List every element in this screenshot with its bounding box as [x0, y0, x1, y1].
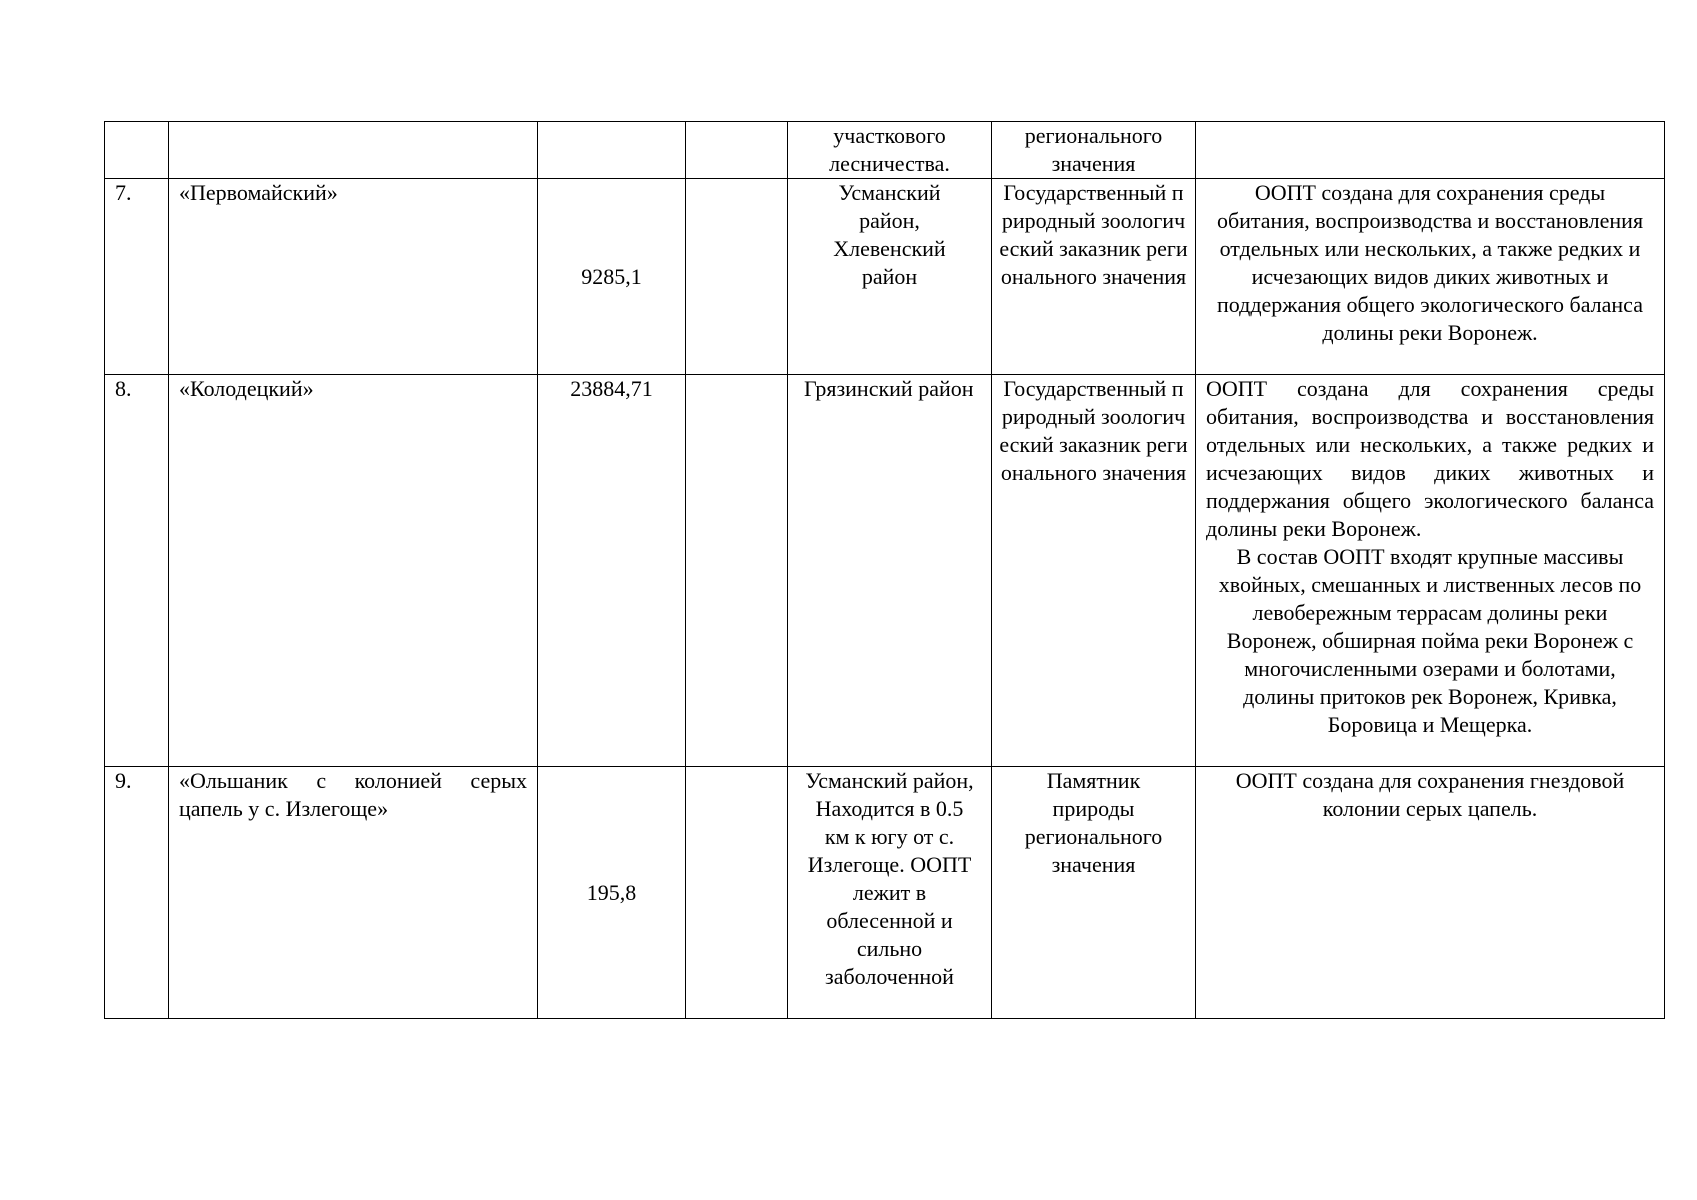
area-size-cell: 195,8: [538, 767, 686, 1019]
description-paragraph: ООПТ создана для сохранения среды обитания, воспроизводства и восстановления отдельных или нескольких, а также редких и исчезающих видов диких животных и поддержания общего экологического баланса долины реки Воронеж.: [1206, 376, 1654, 541]
area-size-cell: 9285,1: [538, 179, 686, 375]
area-size-cell: [538, 122, 686, 179]
description-cell: [1196, 122, 1665, 179]
area-name-cell: «Ольшаник с колонией серых цапель у с. Излегоще»: [169, 767, 538, 1019]
category-cell: Государственный природный зоологический заказник регионального значения: [992, 179, 1196, 375]
location-cell: участкового лесничества.: [788, 122, 992, 179]
row-number-cell: 7.: [105, 179, 169, 375]
row-number-cell: [105, 122, 169, 179]
table-row: [105, 767, 1665, 1019]
location-cell: Усманский район, Находится в 0.5 км к югу от с. Излегоще. ООПТ лежит в облесенной и сильно заболоченной: [788, 767, 992, 1019]
protected-areas-table: [104, 121, 1665, 1019]
description-cell: ООПТ создана для сохранения среды обитания, воспроизводства и восстановления отдельных или нескольких, а также редких и исчезающих видов диких животных и поддержания общего экологического баланса долины реки Воронеж.: [1196, 179, 1665, 375]
description-paragraph: В состав ООПТ входят крупные массивы хвойных, смешанных и лиственных лесов по левобережным террасам долины реки Воронеж, обширная пойма реки Воронеж с многочисленными озерами и болотами, долины притоков рек Воронеж, Кривка, Боровица и Мещерка.: [1218, 544, 1642, 737]
category-cell: регионального значения: [992, 122, 1196, 179]
area-size-cell: 23884,71: [538, 375, 686, 767]
description-cell: [1196, 375, 1665, 767]
area-name-cell: «Первомайский»: [169, 179, 538, 375]
row-number-cell: 9.: [105, 767, 169, 1019]
category-cell: Государственный природный зоологический заказник регионального значения: [992, 375, 1196, 767]
row-number-cell: 8.: [105, 375, 169, 767]
table-row: [105, 179, 1665, 375]
table-row: [105, 122, 1665, 179]
location-cell: Усманский район, Хлевенский район: [788, 179, 992, 375]
empty-cell: [686, 375, 788, 767]
empty-cell: [686, 122, 788, 179]
empty-cell: [686, 767, 788, 1019]
area-name-cell: «Колодецкий»: [169, 375, 538, 767]
location-cell: Грязинский район: [788, 375, 992, 767]
empty-cell: [686, 179, 788, 375]
table-row: [105, 375, 1665, 767]
area-name-cell: [169, 122, 538, 179]
category-cell: Памятник природы регионального значения: [992, 767, 1196, 1019]
description-cell: ООПТ создана для сохранения гнездовой колонии серых цапель.: [1196, 767, 1665, 1019]
